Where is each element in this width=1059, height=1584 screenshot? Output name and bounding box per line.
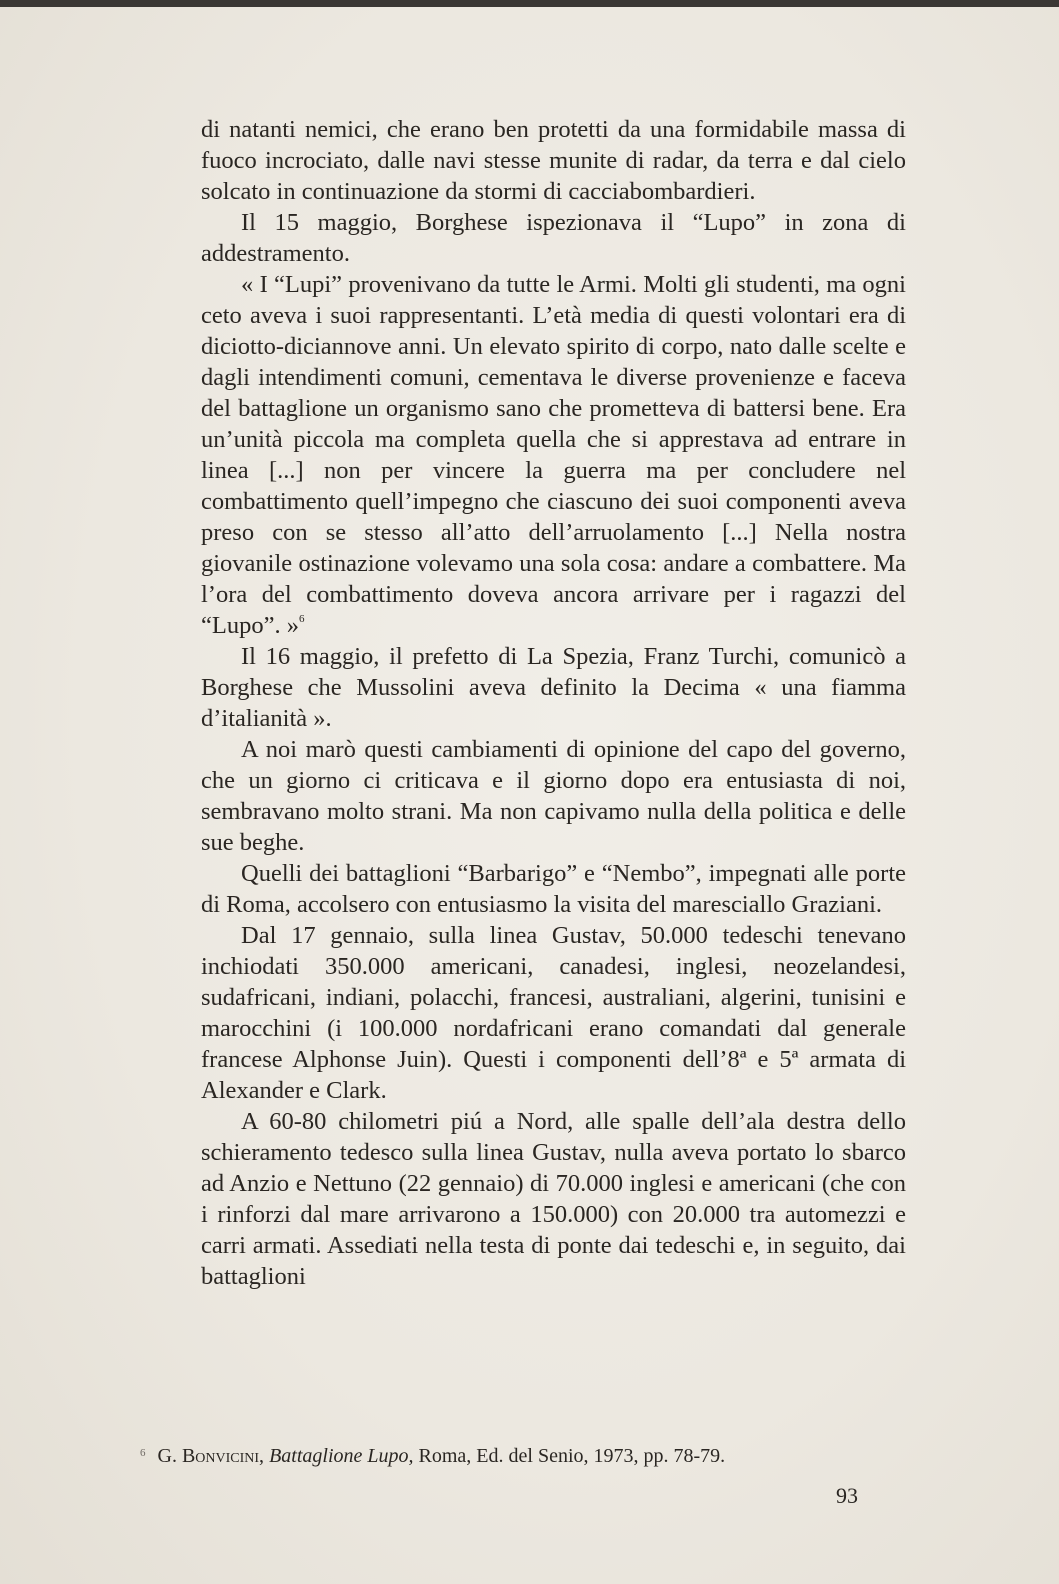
paragraph-8: A 60-80 chilometri piú a Nord, alle spalle dell’ala destra dello schieramento tedesco sulla linea Gustav, nulla aveva portato lo sbarco ad Anzio e Nettuno (22 gennaio) di 70.000 inglesi e americani (che con i rinforzi dal mare arrivarono a 150.000) con 20.000 tra automezzi e carri armati. Assediati nella testa di ponte dai tedeschi e, in seguito, dai battaglioni [201, 1108, 906, 1290]
paragraph-5: A noi marò questi cambiamenti di opinione del capo del governo, che un giorno ci criticava e il giorno dopo era entusiasta di noi, sembravano molto strani. Ma non capivamo nulla della politica e delle sue beghe. [201, 736, 906, 856]
footnote-details: Roma, Ed. del Senio, 1973, pp. 78-79. [418, 1445, 726, 1467]
footnote [140, 1443, 900, 1472]
paragraph-4: Il 16 maggio, il prefetto di La Spezia, Franz Turchi, comunicò a Borghese che Mussolini aveva definito la Decima « una fiamma d’italianità ». [201, 643, 906, 732]
footnote-reference: 6 [298, 612, 305, 625]
paragraph-3 [201, 269, 906, 641]
page-top-edge [0, 0, 1059, 7]
paragraph-2: Il 15 maggio, Borghese ispezionava il “Lupo” in zona di addestramento. [201, 209, 906, 267]
quoted-text: « I “Lupi” provenivano da tutte le Armi. Molti gli studenti, ma ogni ceto aveva i suoi rappresentanti. L’età media di questi volontari era di diciotto-diciannove anni. Un elevato spirito di corpo, nato dalle scelte e dagli intendimenti comuni, cementava le diverse provenienze e faceva del battaglione un organismo sano che prometteva di battersi bene. Era un’unità piccola ma completa quella che si apprestava ad entrare in linea [...] non per vincere la guerra ma per concludere nel combattimento quell’impegno che ciascuno dei suoi componenti aveva preso con se stesso all’atto dell’arruolamento [...] Nella nostra giovanile ostinazione volevamo una sola cosa: andare a combattere. Ma l’ora del combattimento doveva ancora arrivare per i ragazzi del “Lupo”. » [201, 271, 906, 639]
body-text [201, 114, 906, 1292]
paragraph-7: Dal 17 gennaio, sulla linea Gustav, 50.000 tedeschi tenevano inchiodati 350.000 americani, canadesi, inglesi, neozelandesi, sudafricani, indiani, polacchi, francesi, australiani, algerini, tunisini e marocchini (i 100.000 nordafricani erano comandati dal generale francese Alphonse Juin). Questi i componenti dell’8ª e 5ª armata di Alexander e Clark. [201, 922, 906, 1104]
footnote-mark: 6 [140, 1447, 146, 1459]
page-number: 93 [836, 1483, 858, 1508]
footnote-title: Battaglione Lupo, [269, 1445, 414, 1467]
paragraph-1: di natanti nemici, che erano ben protetti da una formidabile massa di fuoco incrociato, dalle navi stesse munite di radar, da terra e dal cielo solcato in continuazione da stormi di cacciabombardieri. [201, 116, 906, 205]
paragraph-6: Quelli dei battaglioni “Barbarigo” e “Nembo”, impegnati alle porte di Roma, accolsero con entusiasmo la visita del maresciallo Graziani. [201, 860, 906, 918]
footnote-author: G. Bonvicini, [157, 1445, 265, 1467]
